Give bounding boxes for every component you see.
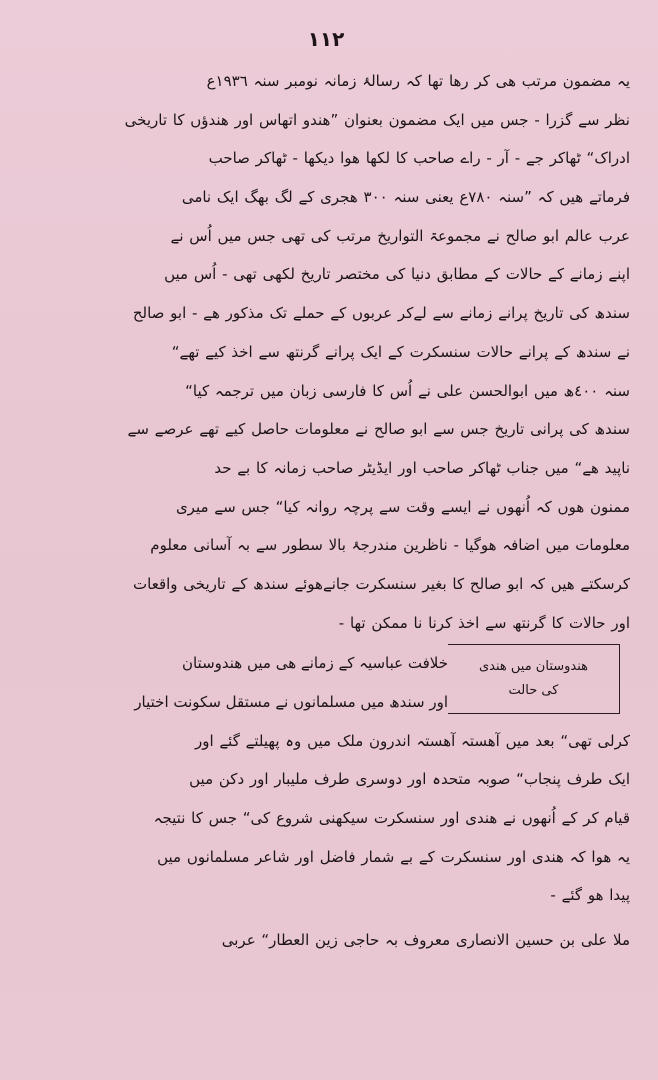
text-line: اپنے زمانے کے حالات کے مطابق دنیا کی مختصر تاریخ لکھی تھی - اُس میں (164, 265, 630, 284)
margin-note (448, 644, 620, 714)
text-line: اور حالات کا گرنتھ سے اخذ کرنا نا ممکن تھا - (338, 613, 630, 632)
text-line: معلومات میں اضافہ ھوگیا - ناظرین مندرجۂ بالا سطور سے بہ آسانی معلوم (150, 536, 630, 555)
text-line: سندھ کی پرانی تاریخ جس سے ابو صالح نے معلومات حاصل کیے تھے عرصے سے (127, 420, 630, 439)
paragraph-section (22, 722, 630, 915)
text-line: سنہ ٤٠٠ھ میں ابوالحسن علی نے اُس کا فارسی زبان میں ترجمہ کیا“ (185, 381, 630, 400)
text-line: کرسکتے ھیں کہ ابو صالح کا بغیر سنسکرت جانےھوئے سندھ کے تاریخی واقعات (133, 574, 630, 593)
text-line: ادراک“ ٹھاکر جے - آر - راے صاحب کا لکھا ھوا دیکھا - ٹھاکر صاحب (208, 149, 630, 168)
text-line: یہ ھوا کہ ھندی اور سنسکرت کے بے شمار فاضل اور شاعر مسلمانوں میں (157, 847, 630, 866)
paragraph-final (22, 921, 630, 960)
text-line: ملا علی بن حسین الانصاری معروف بہ حاجی زین العطار“ عربی (221, 931, 630, 950)
text-line: ممنون ھوں کہ اُنھوں نے ایسے وقت سے پرچہ روانہ کیا“ جس سے میری (175, 497, 630, 516)
margin-note-line: ھندوستان میں ھندی (478, 659, 589, 675)
paragraph-main (22, 62, 630, 642)
text-line: فرماتے ھیں کہ ”سنہ ٧٨٠ع یعنی سنہ ٣٠٠ ھجری کے لگ بھگ ایک نامی (181, 188, 630, 207)
text-line: یہ مضمون مرتب ھی کر رھا تھا کہ رسالۂ زمانہ نومبر سنہ ١٩٣٦ع (206, 72, 630, 90)
margin-note-line: کی حالت (508, 683, 559, 699)
text-line: نے سندھ کے پرانے حالات سنسکرت کے ایک پرانے گرنتھ سے اخذ کیے تھے“ (171, 342, 630, 361)
text-line: کرلی تھی“ بعد میں آھستہ آھستہ اندرون ملک میں وہ پھیلتے گئے اور (194, 731, 630, 750)
text-line: سندھ کی تاریخ پرانے زمانے سے لےکر عربوں کے حملے تک مذکور ھے - ابو صالح (132, 304, 630, 323)
page-number: ١١٢ (307, 27, 345, 51)
text-line: پیدا ھو گئے - (550, 886, 630, 905)
text-line: ایک طرف پنجاب“ صوبہ متحدہ اور دوسری طرف ملیبار اور دکن میں (189, 770, 630, 789)
text-line: ناپید ھے“ میں جناب ٹھاکر صاحب اور ایڈیٹر صاحب زمانہ کا بے حد (214, 458, 630, 477)
text-line: نظر سے گزرا - جس میں ایک مضمون بعنوان ”ھندو اتھاس اور ھندؤں کا تاریخی (124, 110, 630, 129)
section-intro (22, 644, 448, 721)
text-line: خلافت عباسیہ کے زمانے ھی میں ھندوستان (181, 654, 448, 673)
section-with-margin-note (22, 644, 630, 721)
text-line: عرب عالم ابو صالح نے مجموعۃ التواریخ مرتب کی تھی جس میں اُس نے (170, 226, 630, 245)
text-line: اور سندھ میں مسلمانوں نے مستقل سکونت اختیار (134, 693, 448, 711)
text-line: قیام کر کے اُنھوں نے ھندی اور سنسکرت سیکھنی شروع کی“ جس کا نتیجہ (153, 809, 630, 828)
